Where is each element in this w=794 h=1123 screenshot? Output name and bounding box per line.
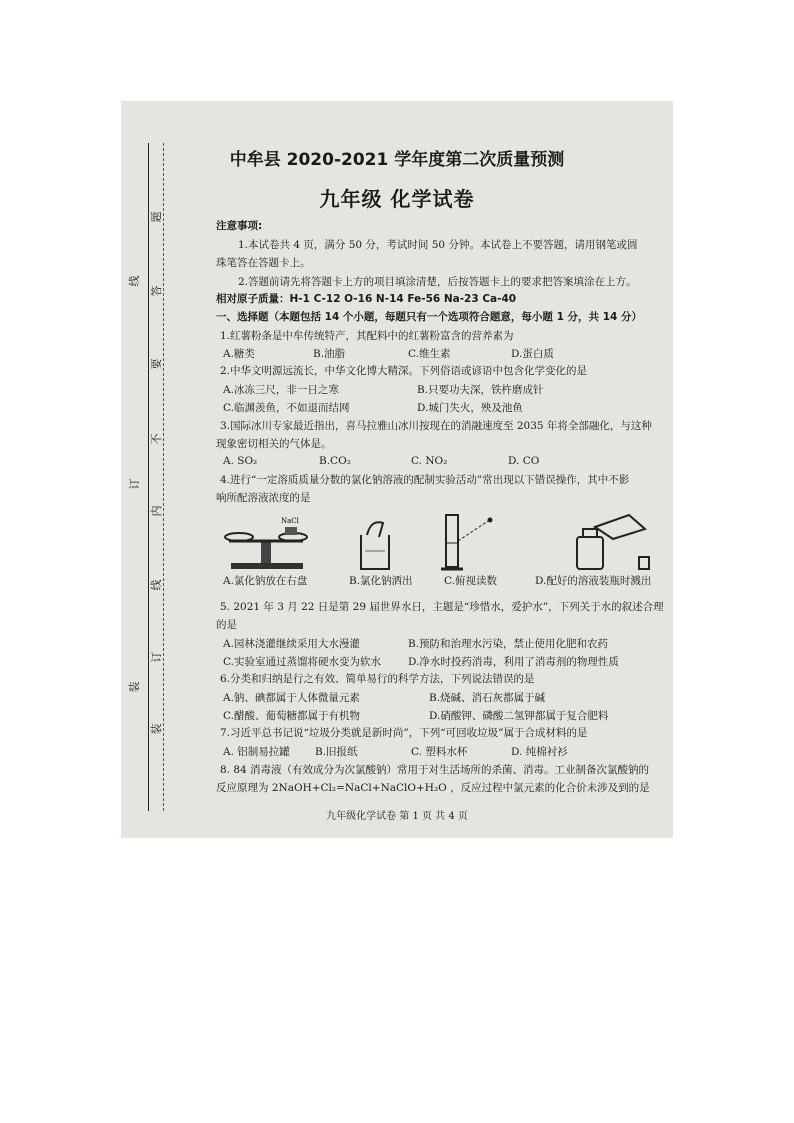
option: B.旧报纸 [315,746,358,758]
option: A. 铝制易拉罐 [223,746,290,758]
notice-header: 注意事项: [216,220,263,232]
balance-scale-illustration [221,513,311,573]
option: C.俯视读数 [444,575,497,587]
option: A.糖类 [223,348,255,360]
atomic-mass: 相对原子质量：H-1 C-12 O-16 N-14 Fe-56 Na-23 Ca-40 [216,293,517,305]
question-stem: 1.红薯粉条是中牟传统特产，其配料中的红薯粉富含的营养素为 [220,330,514,342]
margin-char: 订 [150,651,163,663]
option: B.只要功夫深，铁杵磨成针 [417,384,544,396]
question-stem: 的是 [216,619,237,631]
notice-line: 1.本试卷共 4 页，满分 50 分，考试时间 50 分钟。本试卷上不要答题，请用钢笔或圆 [238,239,638,251]
margin-outer-char: 装 [128,681,141,693]
nacl-label: NaCl [281,517,299,525]
option: C. NO₂ [411,455,448,467]
margin-char: 答 [150,285,163,297]
question-stem: 4.进行“一定溶质质量分数的氯化钠溶液的配制实验活动”常出现以下错误操作，其中不影 [220,474,630,486]
option: C.临渊羡鱼，不如退而结网 [223,402,350,414]
option: C.醋酸、葡萄糖都属于有机物 [223,710,360,722]
option: A.钠、碘都属于人体微量元素 [223,692,360,704]
question-stem: 反应原理为 2NaOH+Cl₂=NaCl+NaClO+H₂O ，反应过程中氯元素的化合价未涉及到的是 [216,782,650,794]
notice-line: 2.答题前请先将答题卡上方的项目填涂清楚，后按答题卡上的要求把答案填涂在上方。 [238,276,637,288]
exam-title: 中牟县 2020-2021 学年度第二次质量预测 [229,150,565,170]
margin-char: 内 [150,505,163,517]
option: B.CO₂ [319,455,351,467]
binding-dashed-line [163,143,164,811]
question-stem: 6.分类和归纳是行之有效、简单易行的科学方法，下列说法错误的是 [220,673,535,685]
margin-char: 不 [150,433,163,445]
beaker-illustration [353,513,403,573]
question-stem: 5. 2021 年 3 月 22 日是第 29 届世界水日，主题是“珍惜水，爱护水”，下列关于水的叙述合理 [220,601,664,613]
section-heading: 一、选择题（本题包括 14 个小题，每题只有一个选项符合题意，每小题 1 分，共 14 分） [216,311,642,323]
option: C.维生素 [408,348,451,360]
notice-line: 珠笔答在答题卡上。 [216,257,311,269]
option: B.油脂 [313,348,346,360]
question-stem: 2.中华文明源远流长，中华文化博大精深。下列俗语或谚语中包含化学变化的是 [220,365,588,377]
option: D.硝酸钾、磷酸二氢钾都属于复合肥料 [429,710,609,722]
binding-line [148,143,149,811]
option: D.蛋白质 [511,348,554,360]
exam-subtitle: 九年级 化学试卷 [319,187,475,211]
option: C. 塑料水杯 [411,746,468,758]
option: D. CO [508,455,540,467]
margin-char: 线 [150,579,163,591]
option: A. SO₂ [223,455,258,467]
question-stem: 8. 84 消毒液（有效成分为次氯酸钠）常用于对生活场所的杀菌、消毒。工业制备次氯酸钠的 [220,764,650,776]
option: A.园林浇灌继续采用大水漫灌 [223,638,360,650]
exam-page [121,101,673,838]
option: D.净水时投药消毒，利用了消毒剂的物理性质 [408,656,619,668]
option: D. 纯棉衬衫 [511,746,568,758]
graduated-cylinder-illustration [436,513,496,573]
option: A.氯化钠放在右盘 [223,575,308,587]
option: B.预防和治理水污染，禁止使用化肥和农药 [408,638,609,650]
margin-char: 要 [150,358,163,370]
option: B.烧碱、消石灰都属于碱 [429,692,546,704]
question-stem: 3.国际冰川专家最近指出，喜马拉雅山冰川按现在的消融速度至 2035 年将全部融化，与这种 [220,420,652,432]
pouring-solution-illustration [569,513,659,573]
margin-outer-char: 线 [128,275,141,287]
margin-char: 装 [150,723,163,735]
question-stem: 现象密切相关的气体是。 [216,438,332,450]
option: D.配好的溶液装瓶时溅出 [535,575,652,587]
option: A.冰冻三尺，非一日之寒 [223,384,339,396]
option: D.城门失火，殃及池鱼 [417,402,523,414]
question-stem: 7.习近平总书记说“垃圾分类就是新时尚”，下列“可回收垃圾”属于合成材料的是 [220,727,588,739]
page-footer: 九年级化学试卷 第 1 页 共 4 页 [326,811,468,822]
margin-char: 题 [150,211,163,223]
margin-outer-char: 订 [128,478,141,490]
question-stem: 响所配溶液浓度的是 [216,492,311,504]
option: C.实验室通过蒸馏将硬水变为软水 [223,656,381,668]
option: B.氯化钠洒出 [349,575,413,587]
